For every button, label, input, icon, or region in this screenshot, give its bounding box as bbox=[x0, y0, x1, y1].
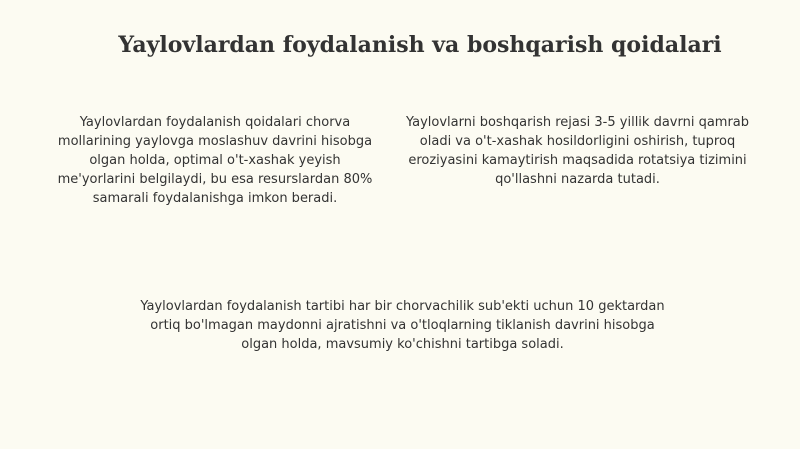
usage-rules-paragraph: Yaylovlardan foydalanish qoidalari chorva mollarining yaylovga moslashuv davrini hisobga olgan holda, optimal o't-xashak yeyish me'yorlarini belgilaydi, bu esa resurslardan 80% samarali foydalanishga imkon beradi. bbox=[57, 115, 373, 206]
management-plan-paragraph: Yaylovlarni boshqarish rejasi 3-5 yillik davrni qamrab oladi va o't-xashak hosildorligini oshirish, tuproq eroziyasini kamaytirish maqsadida rotatsiya tizimini qo'llashni nazarda tutadi. bbox=[405, 115, 750, 187]
usage-procedure-paragraph: Yaylovlardan foydalanish tartibi har bir chorvachilik sub'ekti uchun 10 gektardan ortiq bo'lmagan maydonni ajratishni va o'tloqlarning tiklanish davrini hisobga olgan holda, mavsumiy ko'chishni tartibga soladi. bbox=[140, 299, 665, 352]
page-title: Yaylovlardan foydalanish va boshqarish qoidalari bbox=[118, 32, 722, 58]
